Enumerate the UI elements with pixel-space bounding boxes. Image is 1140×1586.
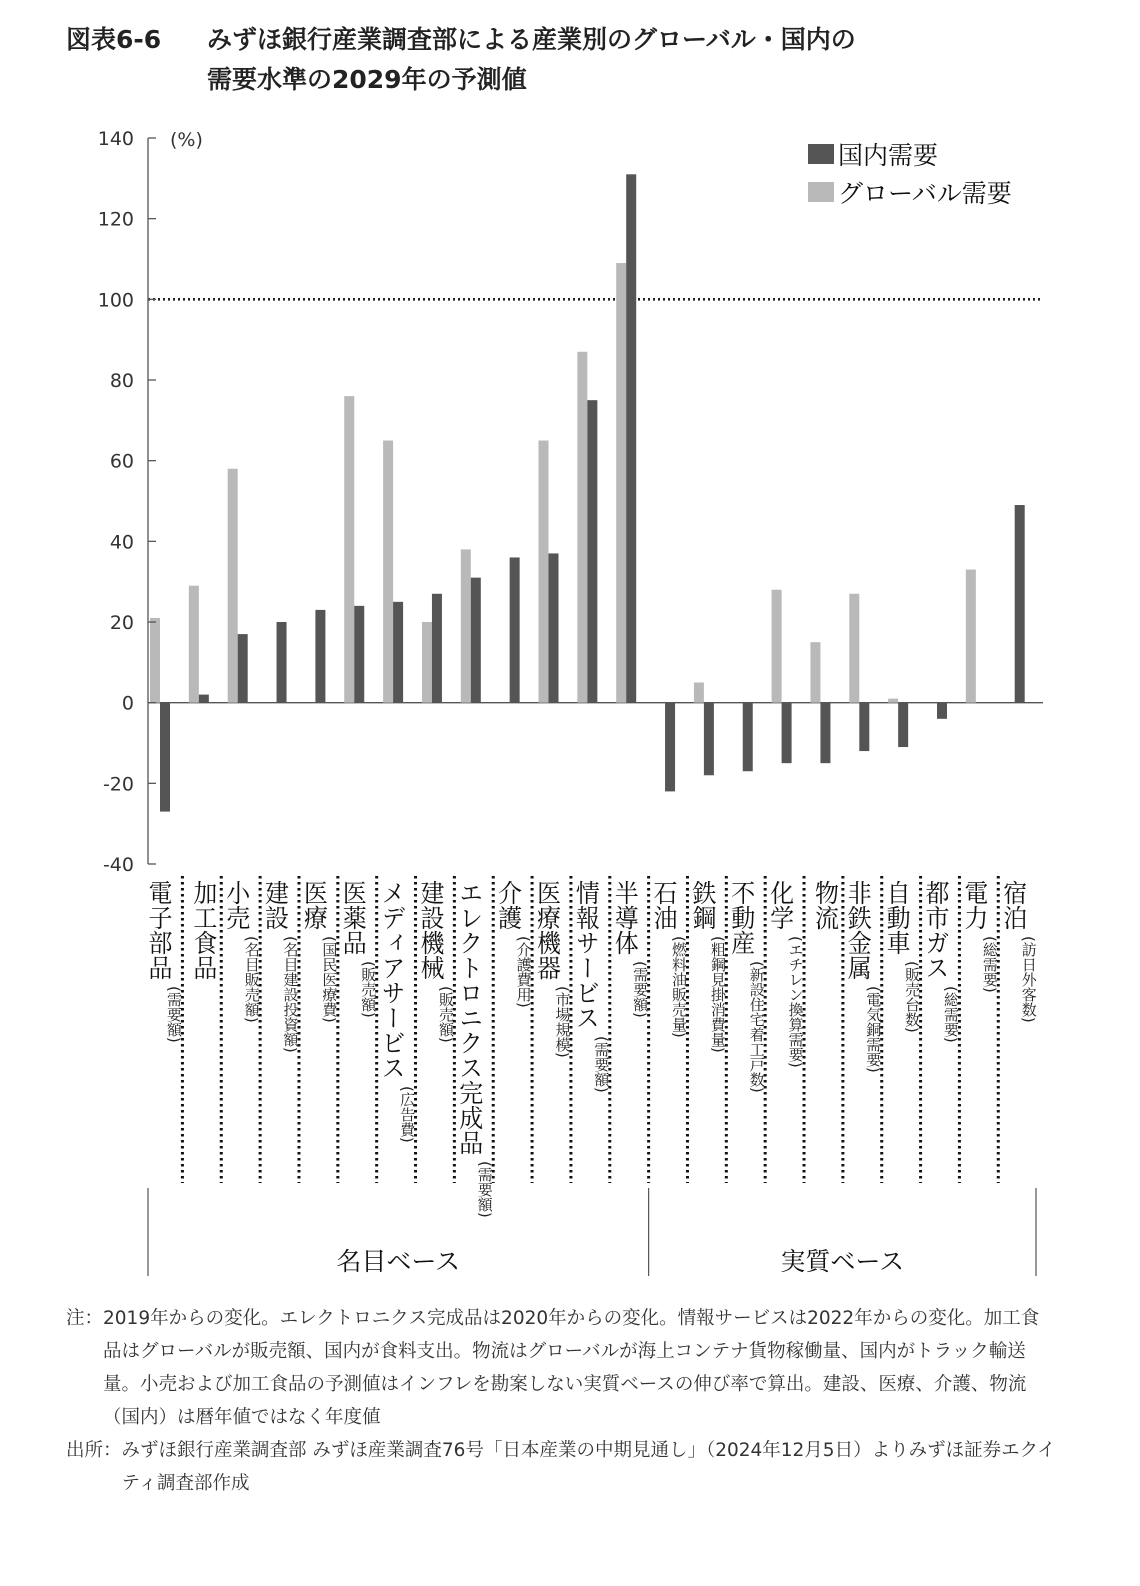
bar-domestic <box>937 703 947 719</box>
bar-domestic <box>626 174 636 702</box>
source-label: 出所： <box>66 1440 122 1461</box>
legend-label: 国内需要 <box>838 141 939 170</box>
category-label: 医療機器 <box>532 880 561 976</box>
legend-swatch <box>808 144 834 164</box>
bar-domestic <box>859 703 869 751</box>
category-label: 自動車 <box>882 880 911 952</box>
page-title: みずほ銀行産業調査部による産業別のグローバル・国内の <box>207 25 856 54</box>
bar-global <box>849 594 859 703</box>
bar-domestic <box>820 703 830 764</box>
category-label: 医薬品 <box>338 880 367 952</box>
bar-global <box>966 570 976 703</box>
bar-domestic <box>743 703 753 772</box>
category-sublabel: (介護費用) <box>514 936 533 1008</box>
category-sublabel: (粗鋼見掛消費量) <box>708 936 727 1053</box>
chart-bars <box>150 174 1025 811</box>
bar-domestic <box>898 703 908 747</box>
group-label: 名目ベース <box>336 1247 461 1276</box>
bar-global <box>616 263 626 703</box>
y-tick-label: -20 <box>102 773 134 796</box>
category-sublabel: (燃料油販売量) <box>670 936 689 1038</box>
category-label: 物流 <box>810 880 839 928</box>
category-label: 建設機械 <box>415 880 444 976</box>
chart-legend <box>808 141 1012 208</box>
bar-global <box>189 586 199 703</box>
bar-global <box>383 441 393 703</box>
category-label: 建設 <box>260 880 289 928</box>
bar-domestic <box>471 578 481 703</box>
y-tick-label: 60 <box>109 450 134 473</box>
source-text: みずほ銀行産業調査部 みずほ産業調査76号「日本産業の中期見通し」（2024年12月5日）よりみずほ証券エクイティ調査部作成 <box>121 1440 1056 1494</box>
chart-axis <box>98 128 203 876</box>
category-label: 鉄鋼 <box>687 880 716 928</box>
category-sublabel: (名目販売額) <box>242 936 261 1023</box>
category-label: 都市ガス <box>921 880 949 976</box>
y-tick-label: 80 <box>109 370 134 392</box>
category-sublabel: (需要額) <box>475 1161 494 1218</box>
category-label: 非鉄金属 <box>843 880 872 976</box>
bar-domestic <box>432 594 442 703</box>
bar-global <box>422 622 432 703</box>
category-sublabel: (需要額) <box>631 961 650 1018</box>
category-sublabel: (販売額) <box>359 961 378 1018</box>
bar-domestic <box>238 634 248 703</box>
category-label: 半導体 <box>610 880 639 952</box>
category-label: 電力 <box>959 880 988 928</box>
category-sublabel: (需要額) <box>592 1036 611 1093</box>
figure-number: 図表6-6 <box>66 25 162 54</box>
category-sublabel: (市場規模) <box>553 986 572 1058</box>
y-tick-label: 120 <box>97 208 134 231</box>
category-sublabel: (総需要) <box>942 986 960 1043</box>
bar-domestic <box>315 610 325 703</box>
category-label: 不動産 <box>726 880 755 952</box>
category-label: 医療 <box>299 880 328 928</box>
bar-domestic <box>704 703 714 776</box>
category-sublabel: (訪日外客数) <box>1019 936 1038 1023</box>
category-sublabel: (新設住宅着工戸数) <box>747 961 766 1093</box>
bar-domestic <box>549 553 559 702</box>
category-label: 電子部品 <box>144 880 172 976</box>
category-sublabel: (国民医療費) <box>320 936 339 1023</box>
category-sublabel: (総需要) <box>980 936 999 993</box>
bar-domestic <box>782 703 792 764</box>
chart-category-labels <box>144 876 1038 1218</box>
note-text: 2019年からの変化。エレクトロニクス完成品は2020年からの変化。情報サービスは2022年からの変化。加工食品はグローバルが販売額、国内が食料支出。物流はグローバルが海上コンテナ貨物稼働量、国内がトラック輸送量。小売および加工食品の予測値はインフレを勘案しない実質ベースの伸び率で算出。建設、医療、介護、物流（国内）は暦年値ではなく年度値 <box>103 1308 1040 1428</box>
category-label: 宿泊 <box>998 880 1027 928</box>
bar-domestic <box>587 400 597 702</box>
category-sublabel: (電気銅需要) <box>864 986 883 1073</box>
bar-domestic <box>1015 505 1025 703</box>
category-sublabel: (エチレン換算需要) <box>786 936 805 1068</box>
y-tick-label: -40 <box>102 854 134 876</box>
chart-groups <box>148 1188 1036 1276</box>
bar-global <box>888 699 898 703</box>
bar-global <box>772 590 782 703</box>
category-label: 石油 <box>649 880 678 928</box>
category-sublabel: (販売台数) <box>903 961 922 1033</box>
bar-domestic <box>199 695 209 703</box>
bar-global <box>577 352 587 703</box>
bar-domestic <box>277 622 287 703</box>
source-row <box>66 1434 1056 1500</box>
bar-global <box>810 642 820 703</box>
y-unit-label: (%) <box>170 129 203 151</box>
category-sublabel: (名目建設投資額) <box>281 936 300 1053</box>
y-tick-label: 100 <box>97 289 134 312</box>
page-subtitle: 需要水準の2029年の予測値 <box>207 65 527 94</box>
bar-domestic <box>510 557 520 702</box>
bar-domestic <box>160 703 170 812</box>
bar-global <box>461 549 471 702</box>
category-sublabel: (需要額) <box>165 986 183 1043</box>
y-tick-label: 0 <box>121 692 134 715</box>
bar-domestic <box>665 703 675 792</box>
note-label: 注： <box>66 1308 104 1329</box>
legend-swatch <box>808 182 834 202</box>
bar-domestic <box>354 606 364 703</box>
group-label: 実質ベース <box>780 1247 905 1276</box>
bar-domestic <box>393 602 403 703</box>
bar-global <box>539 441 549 703</box>
bar-global <box>150 618 160 703</box>
bar-global <box>228 469 238 703</box>
category-label: 介護 <box>493 880 522 928</box>
category-label: 小売 <box>221 880 250 928</box>
category-label: 情報サービス <box>571 880 600 1024</box>
category-sublabel: (広告費) <box>398 1086 417 1143</box>
y-tick-label: 140 <box>97 128 134 150</box>
y-tick-label: 20 <box>109 612 134 634</box>
category-label: 加工食品 <box>188 880 217 976</box>
y-tick-label: 40 <box>109 531 134 554</box>
bar-global <box>694 683 704 703</box>
category-label: エレクトロニクス完成品 <box>454 880 483 1144</box>
category-label: メディアサービス <box>377 880 406 1072</box>
category-sublabel: (販売額) <box>436 986 455 1043</box>
category-label: 化学 <box>765 880 794 928</box>
chart-notes <box>66 1302 1056 1500</box>
note-row <box>66 1302 1056 1434</box>
legend-label: グローバル需要 <box>838 179 1012 208</box>
bar-global <box>344 396 354 703</box>
